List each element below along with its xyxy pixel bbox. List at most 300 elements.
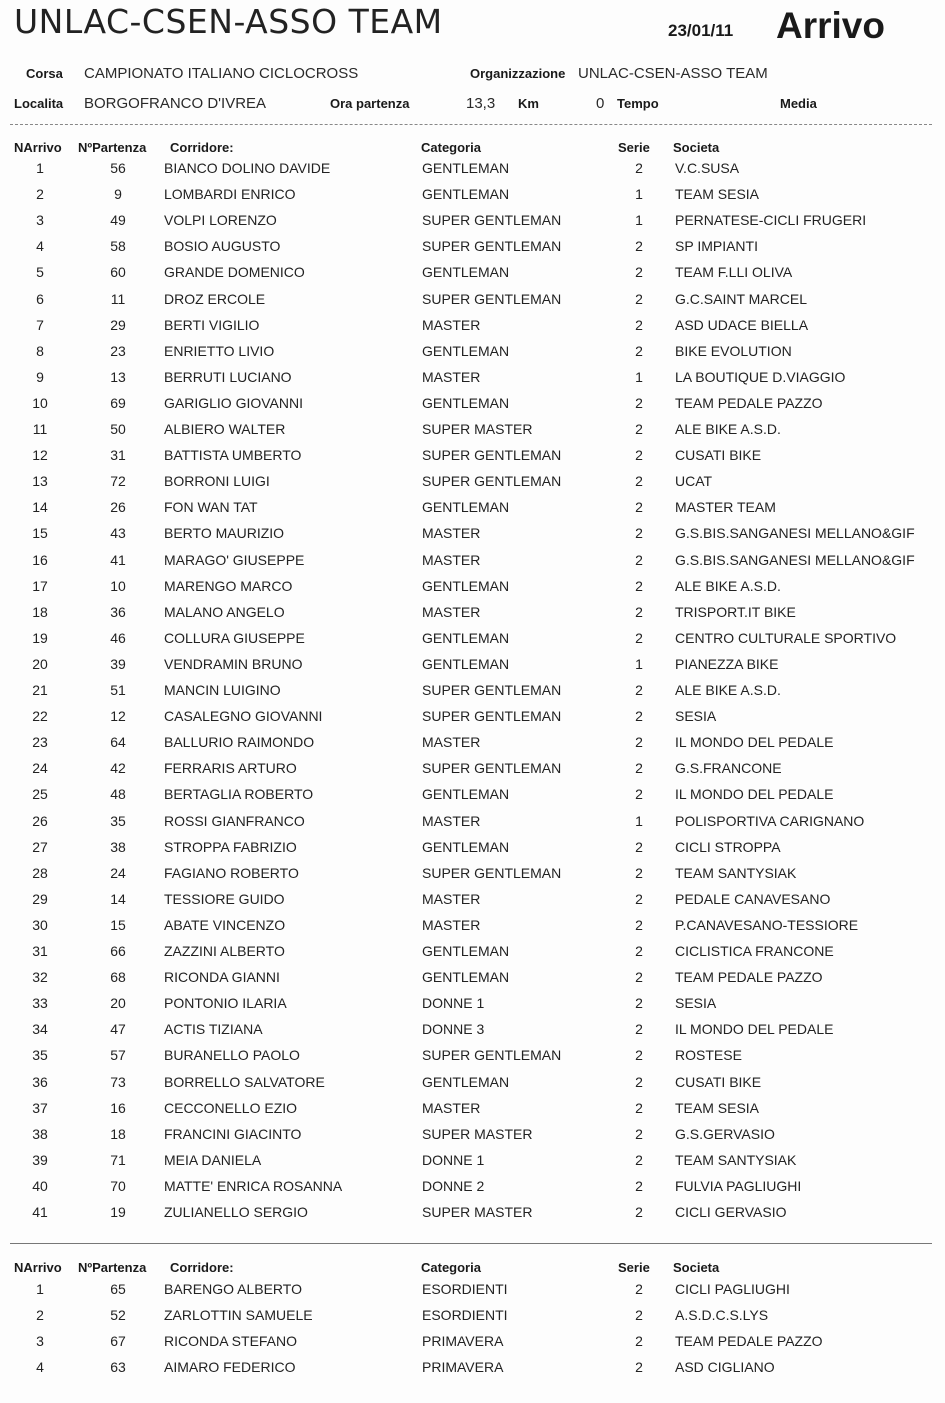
- table-row: [0, 525, 945, 551]
- arrival-number: 30: [32, 916, 48, 933]
- km-label: Km: [518, 96, 539, 111]
- col-societa: Societa: [673, 140, 720, 155]
- rider-name: MANCIN LUIGINO: [164, 682, 281, 698]
- rider-name: DROZ ERCOLE: [164, 290, 266, 307]
- team: LA BOUTIQUE D.VIAGGIO: [675, 368, 846, 385]
- team: UCAT: [675, 473, 713, 490]
- series: 1: [635, 186, 643, 203]
- table-row: [0, 786, 945, 812]
- start-number: 63: [110, 1359, 126, 1376]
- series: 2: [635, 1099, 643, 1116]
- start-number: 10: [110, 577, 126, 594]
- start-number: 20: [110, 995, 126, 1012]
- team: TEAM PEDALE PAZZO: [675, 969, 823, 986]
- arrival-number: 11: [32, 421, 48, 437]
- rider-name: FON WAN TAT: [164, 499, 258, 516]
- category: MASTER: [422, 1099, 481, 1116]
- rider-name: MATTE' ENRICA ROSANNA: [164, 1177, 343, 1194]
- table-row: [0, 552, 945, 578]
- table-row: [0, 369, 945, 395]
- rider-name: MARENGO MARCO: [164, 577, 293, 594]
- arrival-number: 15: [32, 525, 48, 542]
- rider-name: COLLURA GIUSEPPE: [164, 629, 305, 646]
- series: 2: [635, 1021, 643, 1038]
- table-row: [0, 1359, 945, 1385]
- category: MASTER: [422, 812, 481, 829]
- rider-name: ENRIETTO LIVIO: [164, 342, 275, 359]
- table-row: [0, 291, 945, 317]
- category: SUPER GENTLEMAN: [422, 212, 562, 229]
- team: SP IMPIANTI: [675, 238, 758, 255]
- category: DONNE 3: [422, 1021, 485, 1038]
- category: DONNE 2: [422, 1177, 485, 1194]
- rider-name: BERTO MAURIZIO: [164, 525, 285, 542]
- arrival-number: 3: [36, 1333, 44, 1350]
- table-row: [0, 160, 945, 186]
- arrival-number: 20: [32, 655, 48, 672]
- start-number: 26: [110, 499, 126, 516]
- start-number: 50: [110, 421, 126, 437]
- rider-name: CASALEGNO GIOVANNI: [164, 708, 323, 725]
- start-number: 56: [110, 160, 126, 176]
- race-date: 23/01/11: [668, 21, 734, 40]
- series: 2: [635, 238, 643, 255]
- table-row: [0, 734, 945, 760]
- table-row: [0, 917, 945, 943]
- category: GENTLEMAN: [422, 1073, 510, 1090]
- start-number: 48: [110, 786, 126, 803]
- team: G.S.BIS.SANGANESI MELLANO&GIF: [675, 551, 915, 568]
- corsa-label: Corsa: [26, 66, 63, 81]
- arrival-number: 2: [36, 1307, 44, 1324]
- start-number: 49: [110, 212, 126, 229]
- series: 2: [635, 499, 643, 516]
- series: 2: [635, 160, 643, 176]
- start-number: 46: [110, 629, 126, 646]
- category: GENTLEMAN: [422, 264, 510, 281]
- arrival-number: 4: [36, 238, 44, 255]
- rider-name: ALBIERO WALTER: [164, 421, 286, 437]
- arrival-number: 32: [32, 969, 48, 986]
- table-row: [0, 343, 945, 369]
- rider-name: BORRELLO SALVATORE: [164, 1073, 325, 1090]
- series: 2: [635, 603, 643, 620]
- series: 2: [635, 890, 643, 907]
- category: MASTER: [422, 916, 481, 933]
- col-corridore: Corridore:: [170, 140, 234, 155]
- table-row: [0, 891, 945, 917]
- rider-name: BURANELLO PAOLO: [164, 1047, 300, 1064]
- series: 1: [635, 212, 643, 229]
- table-row: [0, 499, 945, 525]
- start-number: 65: [110, 1281, 126, 1297]
- team: TRISPORT.IT BIKE: [675, 603, 796, 620]
- arrival-number: 6: [36, 290, 44, 307]
- rider-name: BERRUTI LUCIANO: [164, 368, 292, 385]
- team: ALE BIKE A.S.D.: [675, 421, 781, 437]
- start-number: 12: [110, 708, 126, 725]
- table-row: [0, 708, 945, 734]
- arrival-number: 38: [32, 1125, 48, 1142]
- category: GENTLEMAN: [422, 342, 510, 359]
- col-categoria: Categoria: [421, 140, 481, 155]
- series: 2: [635, 995, 643, 1012]
- rider-name: ACTIS TIZIANA: [164, 1021, 263, 1038]
- category: GENTLEMAN: [422, 969, 510, 986]
- arrival-number: 29: [32, 890, 48, 907]
- category: MASTER: [422, 368, 481, 385]
- rider-name: BALLURIO RAIMONDO: [164, 734, 315, 751]
- rider-name: MARAGO' GIUSEPPE: [164, 551, 305, 568]
- start-number: 71: [110, 1151, 126, 1168]
- series: 2: [635, 1359, 643, 1376]
- arrival-number: 31: [32, 943, 48, 959]
- document-subtitle: Arrivo: [776, 5, 885, 46]
- category: GENTLEMAN: [422, 655, 510, 672]
- series: 2: [635, 916, 643, 933]
- media-label: Media: [780, 96, 817, 111]
- arrival-number: 21: [32, 682, 48, 698]
- rider-name: RICONDA GIANNI: [164, 969, 280, 986]
- table-row: [0, 1074, 945, 1100]
- series: 2: [635, 1307, 643, 1324]
- arrival-number: 39: [32, 1151, 48, 1168]
- arrival-number: 7: [36, 316, 44, 333]
- arrival-number: 41: [32, 1204, 48, 1220]
- category: SUPER MASTER: [422, 1125, 533, 1142]
- table-row: [0, 682, 945, 708]
- category: ESORDIENTI: [422, 1307, 508, 1324]
- table-row: [0, 1333, 945, 1359]
- arrival-number: 36: [32, 1073, 48, 1090]
- category: GENTLEMAN: [422, 160, 510, 176]
- category: DONNE 1: [422, 1151, 485, 1168]
- category: SUPER GENTLEMAN: [422, 708, 562, 725]
- table-row: [0, 1178, 945, 1204]
- start-number: 70: [110, 1177, 126, 1194]
- start-number: 52: [110, 1307, 126, 1324]
- team: TEAM SESIA: [675, 1099, 760, 1116]
- rider-name: ZULIANELLO SERGIO: [164, 1204, 308, 1220]
- series: 2: [635, 551, 643, 568]
- col-corridore: Corridore:: [170, 1260, 234, 1275]
- col-serie: Serie: [618, 140, 650, 155]
- series: 2: [635, 1177, 643, 1194]
- team: G.S.BIS.SANGANESI MELLANO&GIF: [675, 525, 915, 542]
- rider-name: AIMARO FEDERICO: [164, 1359, 296, 1376]
- series: 2: [635, 1281, 643, 1297]
- ora-partenza-label: Ora partenza: [330, 96, 410, 111]
- rider-name: GRANDE DOMENICO: [164, 264, 305, 281]
- start-number: 31: [110, 447, 126, 464]
- team: ASD UDACE BIELLA: [675, 316, 809, 333]
- start-number: 24: [110, 864, 126, 881]
- category: DONNE 1: [422, 995, 485, 1012]
- category: SUPER GENTLEMAN: [422, 1047, 562, 1064]
- series: 2: [635, 1047, 643, 1064]
- table-row: [0, 839, 945, 865]
- category: GENTLEMAN: [422, 943, 510, 959]
- team: CICLI PAGLIUGHI: [675, 1281, 790, 1297]
- series: 2: [635, 786, 643, 803]
- rider-name: BARENGO ALBERTO: [164, 1281, 302, 1297]
- start-number: 69: [110, 394, 126, 411]
- table-row: [0, 473, 945, 499]
- arrival-number: 26: [32, 812, 48, 829]
- series: 2: [635, 943, 643, 959]
- series: 2: [635, 473, 643, 490]
- team: PERNATESE-CICLI FRUGERI: [675, 212, 867, 229]
- rider-name: TESSIORE GUIDO: [164, 890, 285, 907]
- start-number: 66: [110, 943, 126, 959]
- category: SUPER GENTLEMAN: [422, 864, 562, 881]
- category: ESORDIENTI: [422, 1281, 508, 1297]
- start-number: 11: [110, 290, 126, 307]
- team: CICLISTICA FRANCONE: [675, 943, 834, 959]
- table-row: [0, 656, 945, 682]
- series: 2: [635, 1333, 643, 1350]
- series: 2: [635, 342, 643, 359]
- rider-name: FERRARIS ARTURO: [164, 760, 297, 777]
- corsa-value: CAMPIONATO ITALIANO CICLOCROSS: [84, 65, 359, 82]
- category: MASTER: [422, 316, 481, 333]
- arrival-number: 23: [32, 734, 48, 751]
- team: A.S.D.C.S.LYS: [675, 1307, 769, 1324]
- table-row: [0, 943, 945, 969]
- start-number: 36: [110, 603, 126, 620]
- team: SESIA: [675, 708, 717, 725]
- table-row: [0, 1152, 945, 1178]
- team: SESIA: [675, 995, 717, 1012]
- team: CUSATI BIKE: [675, 447, 762, 464]
- start-number: 73: [110, 1073, 126, 1090]
- organizzazione-label: Organizzazione: [470, 66, 566, 81]
- arrival-number: 18: [32, 603, 48, 620]
- series: 2: [635, 316, 643, 333]
- series: 2: [635, 525, 643, 542]
- series: 1: [635, 368, 643, 385]
- rider-name: MEIA DANIELA: [164, 1151, 262, 1168]
- table-row: [0, 1126, 945, 1152]
- rider-name: STROPPA FABRIZIO: [164, 838, 297, 855]
- arrival-number: 5: [36, 264, 44, 281]
- start-number: 43: [110, 525, 126, 542]
- series: 2: [635, 629, 643, 646]
- team: V.C.SUSA: [675, 160, 740, 176]
- team: BIKE EVOLUTION: [675, 342, 792, 359]
- table-row: [0, 186, 945, 212]
- team: TEAM SANTYSIAK: [675, 1151, 797, 1168]
- team: TEAM SESIA: [675, 186, 760, 203]
- start-number: 72: [110, 473, 126, 490]
- team: MASTER TEAM: [675, 499, 776, 516]
- series: 2: [635, 577, 643, 594]
- rider-name: ZARLOTTIN SAMUELE: [164, 1307, 313, 1324]
- team: G.S.GERVASIO: [675, 1125, 775, 1142]
- table-row: [0, 1204, 945, 1230]
- start-number: 15: [110, 916, 126, 933]
- team: TEAM PEDALE PAZZO: [675, 394, 823, 411]
- km-value: 0: [596, 95, 605, 112]
- team: G.C.SAINT MARCEL: [675, 290, 807, 307]
- category: SUPER GENTLEMAN: [422, 238, 562, 255]
- start-number: 57: [110, 1047, 126, 1064]
- series: 2: [635, 1073, 643, 1090]
- arrival-number: 12: [32, 447, 48, 464]
- table-row: [0, 1307, 945, 1333]
- team: FULVIA PAGLIUGHI: [675, 1177, 802, 1194]
- series: 2: [635, 394, 643, 411]
- start-number: 42: [110, 760, 126, 777]
- start-number: 19: [110, 1204, 126, 1220]
- team: IL MONDO DEL PEDALE: [675, 1021, 834, 1038]
- rider-name: VENDRAMIN BRUNO: [164, 655, 303, 672]
- category: SUPER MASTER: [422, 421, 533, 437]
- organizzazione-value: UNLAC-CSEN-ASSO TEAM: [578, 65, 768, 82]
- arrival-number: 10: [32, 394, 48, 411]
- start-number: 13: [110, 368, 126, 385]
- section-divider: [10, 1243, 932, 1244]
- rider-name: FRANCINI GIACINTO: [164, 1125, 302, 1142]
- team: P.CANAVESANO-TESSIORE: [675, 916, 859, 933]
- arrival-number: 16: [32, 551, 48, 568]
- table-row: [0, 395, 945, 421]
- rider-name: FAGIANO ROBERTO: [164, 864, 299, 881]
- team: ALE BIKE A.S.D.: [675, 577, 781, 594]
- arrival-number: 17: [32, 577, 48, 594]
- category: SUPER MASTER: [422, 1204, 533, 1220]
- series: 2: [635, 734, 643, 751]
- tempo-label: Tempo: [617, 96, 659, 111]
- category: MASTER: [422, 890, 481, 907]
- arrival-number: 9: [36, 368, 44, 385]
- rider-name: BATTISTA UMBERTO: [164, 447, 302, 464]
- category: PRIMAVERA: [422, 1359, 504, 1376]
- arrival-number: 1: [36, 1281, 44, 1297]
- team: IL MONDO DEL PEDALE: [675, 734, 834, 751]
- category: GENTLEMAN: [422, 629, 510, 646]
- rider-name: RICONDA STEFANO: [164, 1333, 298, 1350]
- table-row: [0, 630, 945, 656]
- team: TEAM PEDALE PAZZO: [675, 1333, 823, 1350]
- table-row: [0, 604, 945, 630]
- team: ASD CIGLIANO: [675, 1359, 775, 1376]
- table-row: [0, 578, 945, 604]
- category: MASTER: [422, 603, 481, 620]
- arrival-number: 24: [32, 760, 48, 777]
- arrival-number: 4: [36, 1359, 44, 1376]
- rider-name: BERTI VIGILIO: [164, 316, 260, 333]
- category: SUPER GENTLEMAN: [422, 473, 562, 490]
- category: MASTER: [422, 551, 481, 568]
- team: CICLI STROPPA: [675, 838, 781, 855]
- arrival-number: 34: [32, 1021, 48, 1038]
- col-serie: Serie: [618, 1260, 650, 1275]
- category: GENTLEMAN: [422, 394, 510, 411]
- series: 2: [635, 1151, 643, 1168]
- rider-name: MALANO ANGELO: [164, 603, 285, 620]
- start-number: 35: [110, 812, 126, 829]
- arrival-number: 35: [32, 1047, 48, 1064]
- arrival-number: 40: [32, 1177, 48, 1194]
- table-row: [0, 995, 945, 1021]
- category: SUPER GENTLEMAN: [422, 290, 562, 307]
- rider-name: BORRONI LUIGI: [164, 473, 270, 490]
- team: PEDALE CANAVESANO: [675, 890, 831, 907]
- arrival-number: 37: [32, 1099, 48, 1116]
- team: TEAM F.LLI OLIVA: [675, 264, 793, 281]
- rider-name: ABATE VINCENZO: [164, 916, 286, 933]
- table-row: [0, 447, 945, 473]
- rider-name: ROSSI GIANFRANCO: [164, 812, 305, 829]
- series: 2: [635, 447, 643, 464]
- col-categoria: Categoria: [421, 1260, 481, 1275]
- start-number: 67: [110, 1333, 126, 1350]
- table-row: [0, 1281, 945, 1307]
- arrival-number: 14: [32, 499, 48, 516]
- table-row: [0, 1047, 945, 1073]
- table-row: [0, 317, 945, 343]
- start-number: 39: [110, 655, 126, 672]
- rider-name: GARIGLIO GIOVANNI: [164, 394, 303, 411]
- ora-partenza-value: 13,3: [466, 95, 496, 112]
- team: ROSTESE: [675, 1047, 742, 1064]
- series: 2: [635, 838, 643, 855]
- category: SUPER GENTLEMAN: [422, 760, 562, 777]
- start-number: 9: [114, 186, 122, 203]
- header-divider: [10, 124, 932, 125]
- category: GENTLEMAN: [422, 577, 510, 594]
- localita-label: Localita: [14, 96, 64, 111]
- arrival-number: 8: [36, 342, 44, 359]
- series: 2: [635, 864, 643, 881]
- rider-name: ZAZZINI ALBERTO: [164, 943, 285, 959]
- table-row: [0, 813, 945, 839]
- arrival-number: 22: [32, 708, 48, 725]
- arrival-number: 2: [36, 186, 44, 203]
- rider-name: BOSIO AUGUSTO: [164, 238, 281, 255]
- arrival-number: 1: [36, 160, 44, 176]
- series: 2: [635, 1204, 643, 1220]
- table-row: [0, 969, 945, 995]
- rider-name: LOMBARDI ENRICO: [164, 186, 296, 203]
- series: 2: [635, 969, 643, 986]
- category: GENTLEMAN: [422, 838, 510, 855]
- start-number: 23: [110, 342, 126, 359]
- start-number: 16: [110, 1099, 126, 1116]
- category: SUPER GENTLEMAN: [422, 447, 562, 464]
- table-row: [0, 421, 945, 447]
- start-number: 58: [110, 238, 126, 255]
- arrival-number: 19: [32, 629, 48, 646]
- document-title: UNLAC-CSEN-ASSO TEAM: [14, 2, 443, 41]
- start-number: 14: [110, 890, 126, 907]
- team: G.S.FRANCONE: [675, 760, 782, 777]
- arrival-number: 27: [32, 838, 48, 855]
- table-row: [0, 865, 945, 891]
- start-number: 64: [110, 734, 126, 751]
- category: PRIMAVERA: [422, 1333, 504, 1350]
- category: GENTLEMAN: [422, 186, 510, 203]
- arrival-number: 28: [32, 864, 48, 881]
- table-row: [0, 264, 945, 290]
- table-row: [0, 212, 945, 238]
- table-row: [0, 1100, 945, 1126]
- series: 2: [635, 290, 643, 307]
- start-number: 29: [110, 316, 126, 333]
- start-number: 41: [110, 551, 126, 568]
- rider-name: PONTONIO ILARIA: [164, 995, 287, 1012]
